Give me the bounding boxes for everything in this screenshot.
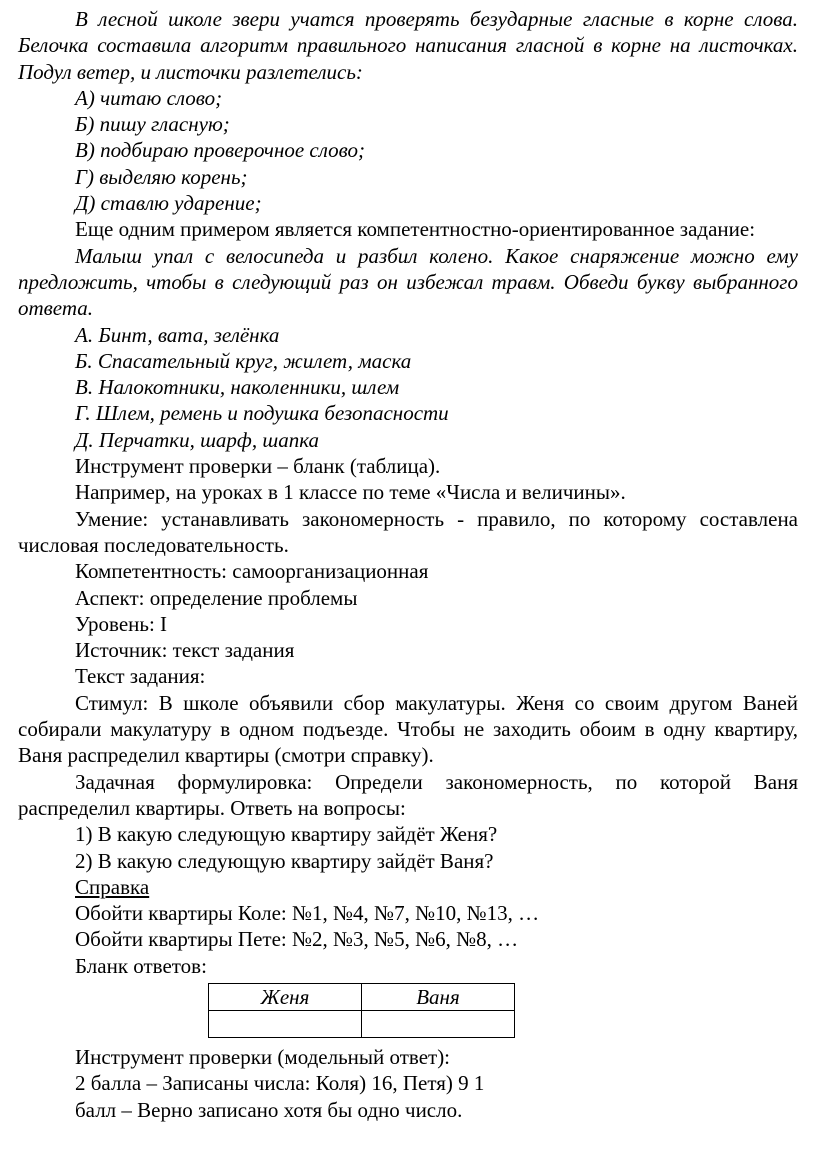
example-intro: Еще одним примером является компетентностно-ориентированное задание: [75, 217, 756, 242]
table-row [209, 1010, 515, 1037]
algorithm-step: Б) пишу гласную; [75, 112, 230, 137]
answer-table-wrapper [18, 983, 798, 1038]
table-cell [362, 1010, 515, 1037]
answer-option: В. Налокотники, наколенники, шлем [75, 375, 400, 400]
competence-line: Компетентность: самоорганизационная [75, 559, 429, 584]
tool-line: Инструмент проверки – бланк (таблица). [75, 454, 441, 479]
table-header-row [209, 983, 515, 1010]
example-lesson: Например, на уроках в 1 классе по теме «Числа и величины». [75, 480, 626, 505]
algorithm-step: Г) выделяю корень; [75, 164, 248, 189]
score-two-points: 2 балла – Записаны числа: Коля) 16, Петя) 9 1 [75, 1071, 485, 1096]
algorithm-step: В) подбираю проверочное слово; [75, 138, 366, 163]
aspect-line: Аспект: определение проблемы [75, 585, 358, 610]
answer-option: Д. Перчатки, шарф, шапка [75, 427, 319, 452]
answer-option: Г. Шлем, ремень и подушка безопасности [75, 401, 449, 426]
skill-paragraph: Умение: устанавливать закономерность - правило, по которому составлена числовая последовательность. [18, 506, 798, 557]
task-text: Малыш упал с велосипеда и разбил колено. Какое снаряжение можно ему предложить, чтобы в следующий раз он избежал травм. Обведи букву выбранного ответа. [18, 243, 798, 321]
algorithm-step: Д) ставлю ударение; [75, 191, 262, 216]
algorithm-step: А) читаю слово; [75, 85, 223, 110]
reference-kolya: Обойти квартиры Коле: №1, №4, №7, №10, №13, … [75, 901, 540, 926]
score-one-point: балл – Верно записано хотя бы одно число. [75, 1097, 463, 1122]
source-line: Источник: текст задания [75, 638, 295, 663]
question-line: 2) В какую следующую квартиру зайдёт Ваня? [75, 848, 494, 873]
formulation-paragraph: Задачная формулировка: Определи закономерность, по которой Ваня распределил квартиры. Ответь на вопросы: [18, 769, 798, 820]
task-label: Текст задания: [75, 664, 206, 689]
table-header-cell: Ваня [362, 983, 515, 1010]
intro-paragraph: В лесной школе звери учатся проверять безударные гласные в корне слова. Белочка составила алгоритм правильного написания гласной в корне на листочках. Подул ветер, и листочки разлетелись: [18, 7, 798, 84]
reference-heading [18, 874, 798, 900]
stimulus-paragraph: Стимул: В школе объявили сбор макулатуры. Женя со своим другом Ваней собирали макулатуру в одном подъезде. Чтобы не заходить обоим в одну квартиру, Ваня распределил квартиры (смотри справку). [18, 690, 798, 768]
question-line: 1) В какую следующую квартиру зайдёт Женя? [75, 822, 498, 847]
table-cell [209, 1010, 362, 1037]
level-line: Уровень: I [75, 611, 168, 636]
answer-form-label: Бланк ответов: [75, 953, 207, 978]
model-answer-label: Инструмент проверки (модельный ответ): [75, 1044, 451, 1069]
answer-option: А. Бинт, вата, зелёнка [75, 322, 280, 347]
answer-option: Б. Спасательный круг, жилет, маска [75, 348, 412, 373]
answer-table [208, 983, 515, 1038]
table-header-cell: Женя [209, 983, 362, 1010]
reference-petya: Обойти квартиры Пете: №2, №3, №5, №6, №8, … [75, 927, 519, 952]
reference-label: Справка [75, 874, 150, 899]
